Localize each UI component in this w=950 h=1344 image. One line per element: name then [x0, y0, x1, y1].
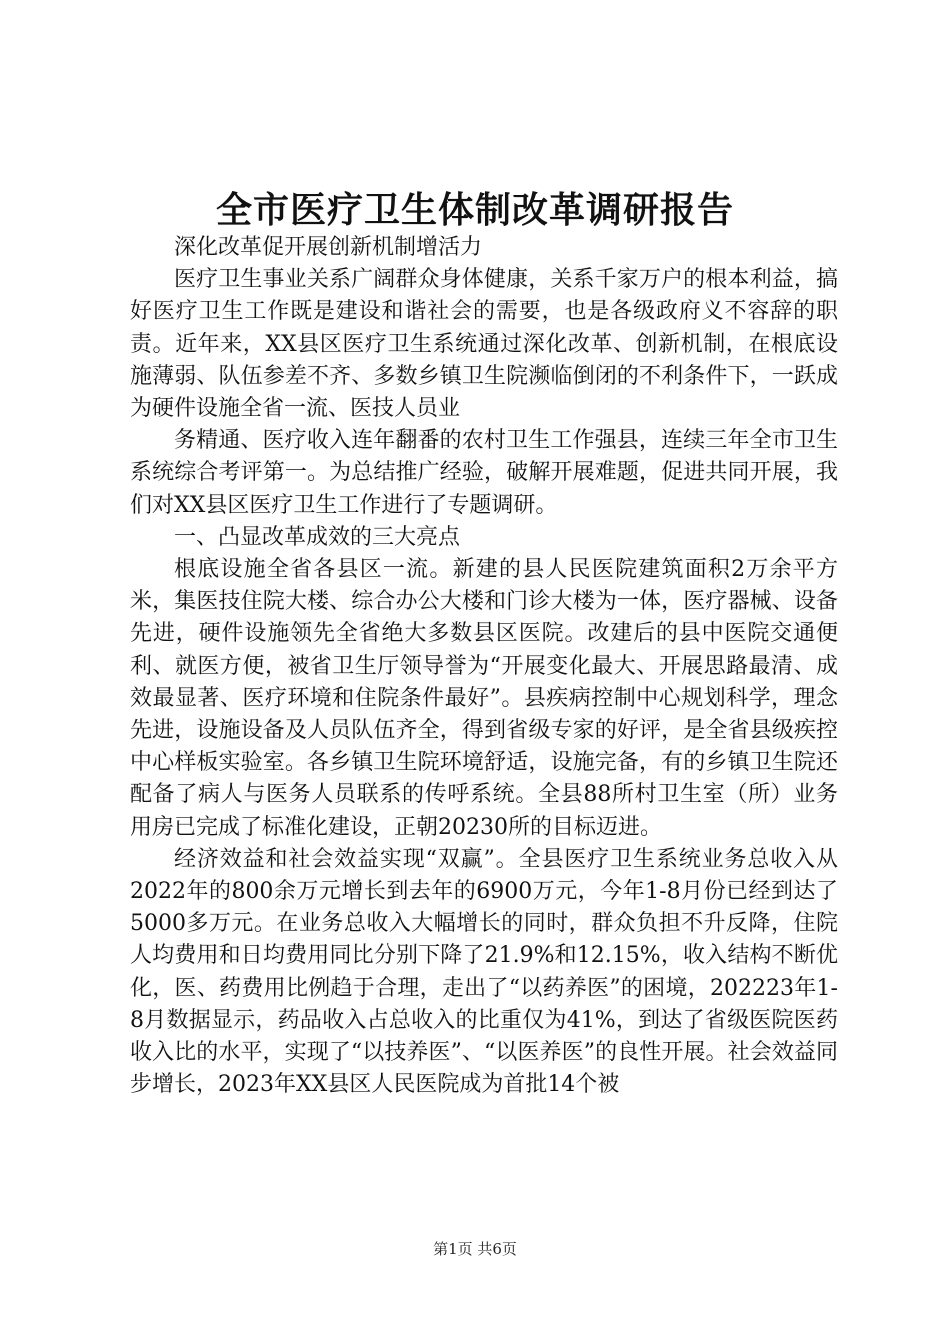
paragraph-intro: 医疗卫生事业关系广阔群众身体健康，关系千家万户的根本利益，搞好医疗卫生工作既是建设和谐社会的需要，也是各级政府义不容辞的职责。近年来，XX县区医疗卫生系统通过深化改革、创新机制，在根底设施薄弱、队伍参差不齐、多数乡镇卫生院濒临倒闭的不利条件下，一跃成为硬件设施全省一流、医技人员业: [130, 267, 838, 422]
paragraph-infrastructure: 根底设施全省各县区一流。新建的县人民医院建筑面积2万余平方米，集医技住院大楼、综合办公大楼和门诊大楼为一体，医疗器械、设备先进，硬件设施领先全省绝大多数县区医院。改建后的县中医院交通便利、就医方便，被省卫生厅领导誉为“开展变化最大、开展思路最清、成效最显著、医疗环境和住院条件最好”。县疾病控制中心规划科学，理念先进，设施设备及人员队伍齐全，得到省级专家的好评，是全省县级疾控中心样板实验室。各乡镇卫生院环境舒适，设施完备，有的乡镇卫生院还配备了病人与医务人员联系的传呼系统。全县88所村卫生室（所）业务用房已完成了标准化建设，正朝20230所的目标迈进。: [130, 557, 838, 840]
paragraph-summary: 务精通、医疗收入连年翻番的农村卫生工作强县，连续三年全市卫生系统综合考评第一。为总结推广经验，破解开展难题，促进共同开展，我们对XX县区医疗卫生工作进行了专题调研。: [130, 428, 838, 518]
document-title: 全市医疗卫生体制改革调研报告: [215, 189, 734, 231]
paragraph-benefits: 经济效益和社会效益实现“双赢”。全县医疗卫生系统业务总收入从2022年的800余万元增长到去年的6900万元，今年1-8月份已经到达了5000多万元。在业务总收入大幅增长的同时，群众负担不升反降，住院人均费用和日均费用同比分别下降了21.9%和12.15%，收入结构不断优化，医、药费用比例趋于合理，走出了“以药养医”的困境，202223年1-8月数据显示，药品收入占总收入的比重仅为41%，到达了省级医院医药收入比的水平，实现了“以技养医”、“以医养医”的良性开展。社会效益同步增长，2023年XX县区人民医院成为首批14个被: [130, 846, 838, 1098]
page-number: 第1页 共6页: [433, 1240, 517, 1258]
paragraph-subtitle: 深化改革促开展创新机制增活力: [174, 235, 483, 260]
document-body: [130, 232, 838, 1101]
section-heading: 一、凸显改革成效的三大亮点: [174, 524, 461, 550]
